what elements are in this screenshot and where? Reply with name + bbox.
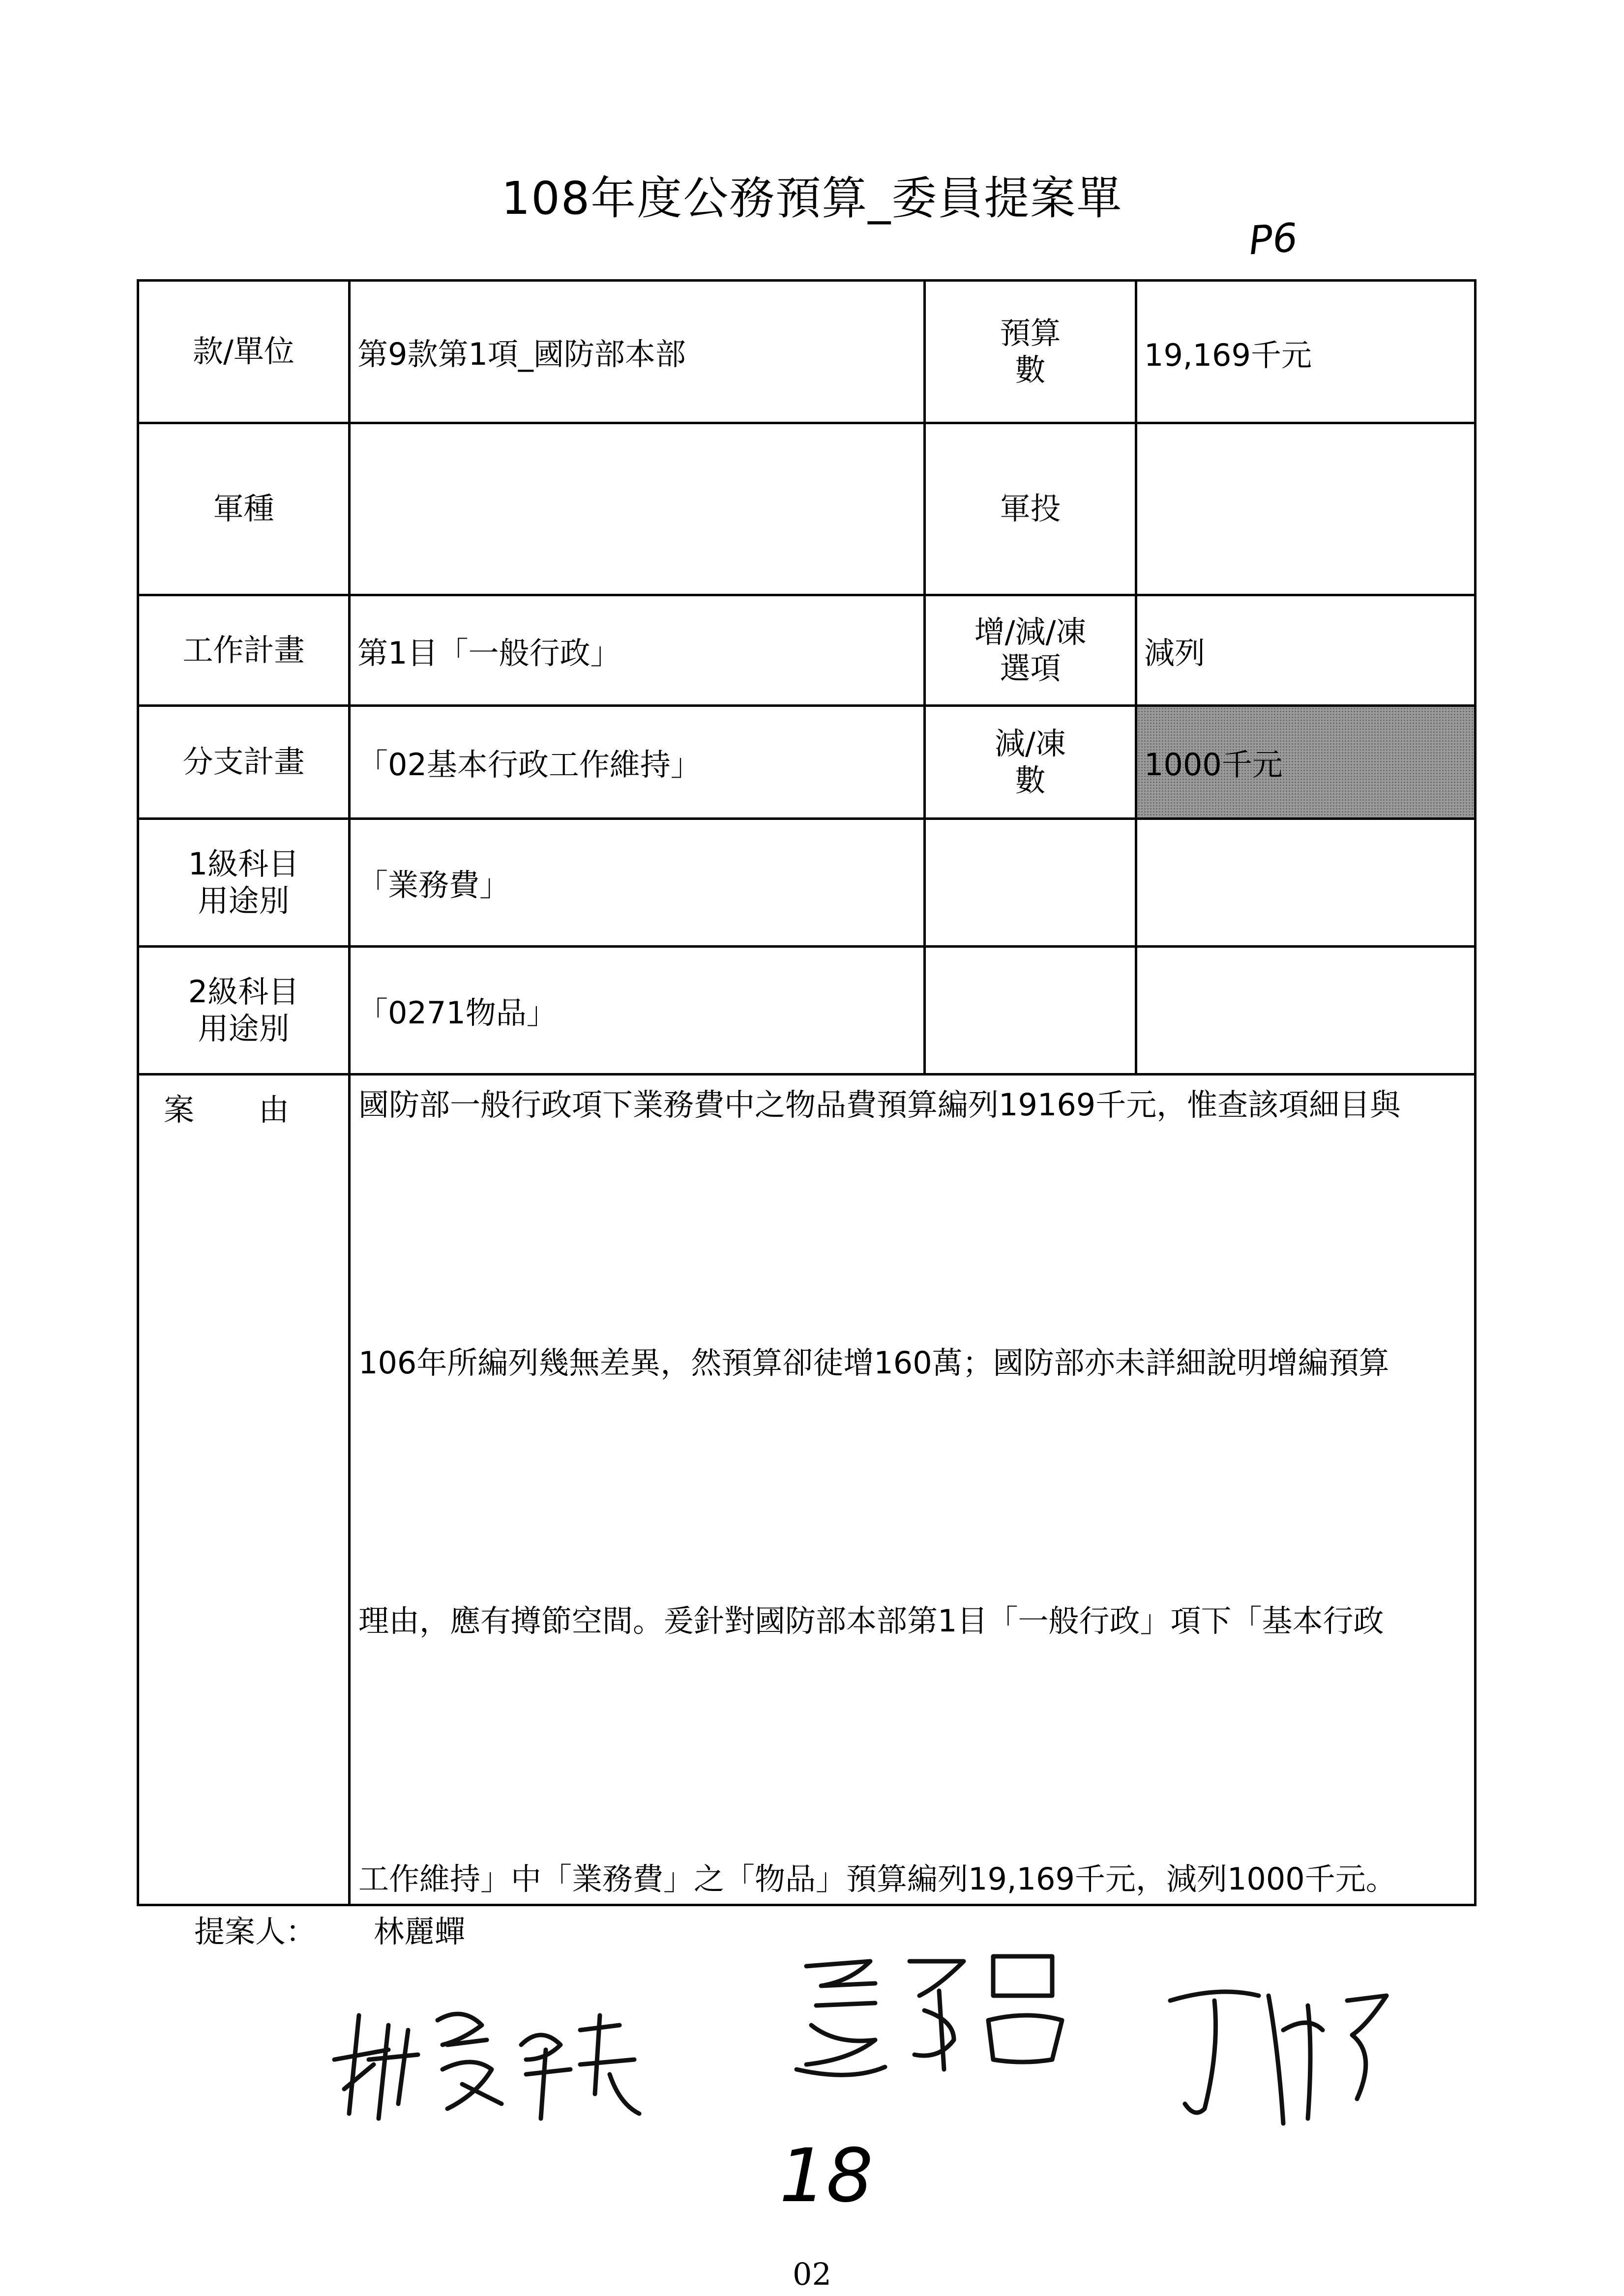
work-plan-label: 工作計畫: [138, 595, 350, 706]
table-row: [138, 706, 1476, 819]
case-label-char-b: 由: [258, 1092, 289, 1128]
military-investment-value: [1136, 423, 1476, 595]
level1-label-line2: 用途別: [198, 882, 290, 919]
table-row: [138, 1075, 1476, 1905]
table-row: [138, 423, 1476, 595]
table-row: [138, 281, 1476, 423]
level1-label: [138, 819, 350, 947]
case-line: 國防部一般行政項下業務費中之物品費預算編列19169千元，惟查該項細目與: [358, 1087, 1401, 1123]
footer-page-number: 02: [793, 2256, 831, 2292]
level1-empty-cell-2: [1136, 819, 1476, 947]
level2-label-line1: 2級科目: [188, 974, 299, 1010]
proposal-form-table: [137, 279, 1476, 1906]
level1-label-line1: 1級科目: [188, 846, 299, 882]
section-unit-value: 第9款第1項_國防部本部: [350, 281, 925, 423]
case-line: 106年所編列幾無差異，然預算卻徒增160萬；國防部亦未詳細說明增編預算: [358, 1345, 1389, 1381]
level2-label-line2: 用途別: [198, 1010, 290, 1046]
proposer-name: 林麗蟬: [374, 1914, 466, 1949]
case-line: 理由，應有撙節空間。爰針對國防部本部第1目「一般行政」項下「基本行政: [358, 1603, 1384, 1639]
reduce-amount-label: [925, 706, 1136, 819]
budget-amount-label: [925, 281, 1136, 423]
budget-amount-label-line2: 數: [1015, 351, 1046, 388]
level1-value: 「業務費」: [350, 819, 925, 947]
budget-amount-value: 19,169千元: [1136, 281, 1476, 423]
case-reason-body: [350, 1075, 1476, 1905]
signature-3: [1160, 1971, 1416, 2133]
option-label: [925, 595, 1136, 706]
level1-empty-cell: [925, 819, 1136, 947]
level2-label: [138, 947, 350, 1075]
military-investment-label: 軍投: [925, 423, 1136, 595]
case-label-char-a: 案: [164, 1092, 195, 1128]
work-plan-value: 第1目「一般行政」: [350, 595, 925, 706]
section-unit-label: 款/單位: [138, 281, 350, 423]
budget-amount-label-line1: 預算: [1000, 315, 1061, 351]
option-label-line1: 增/減/凍: [974, 613, 1087, 650]
reduce-amount-label-line1: 減/凍: [995, 726, 1066, 762]
service-branch-value: [350, 423, 925, 595]
level2-value: 「0271物品」: [350, 947, 925, 1075]
service-branch-label: 軍種: [138, 423, 350, 595]
form-title: 108年度公務預算_委員提案單: [501, 172, 1123, 225]
reduce-amount-value: 1000千元: [1136, 706, 1476, 819]
option-value: 減列: [1136, 595, 1476, 706]
table-row: [138, 595, 1476, 706]
sub-plan-value: 「02基本行政工作維持」: [350, 706, 925, 819]
case-line: 工作維持」中「業務費」之「物品」預算編列19,169千元，減列1000千元。: [358, 1861, 1396, 1897]
table-row: [138, 819, 1476, 947]
sub-plan-label: 分支計畫: [138, 706, 350, 819]
reduce-amount-label-line2: 數: [1015, 762, 1046, 798]
signature-1: [315, 1986, 669, 2133]
level2-empty-cell-2: [1136, 947, 1476, 1075]
table-row: [138, 947, 1476, 1075]
handwritten-page-mark: P6: [1247, 214, 1299, 264]
level2-empty-cell: [925, 947, 1136, 1075]
proposer-label: 提案人：: [194, 1914, 317, 1949]
option-label-line2: 選項: [1000, 650, 1061, 686]
case-reason-label: [138, 1075, 350, 1905]
signature-2: [777, 1942, 1092, 2089]
handwritten-number: 18: [779, 2133, 873, 2219]
